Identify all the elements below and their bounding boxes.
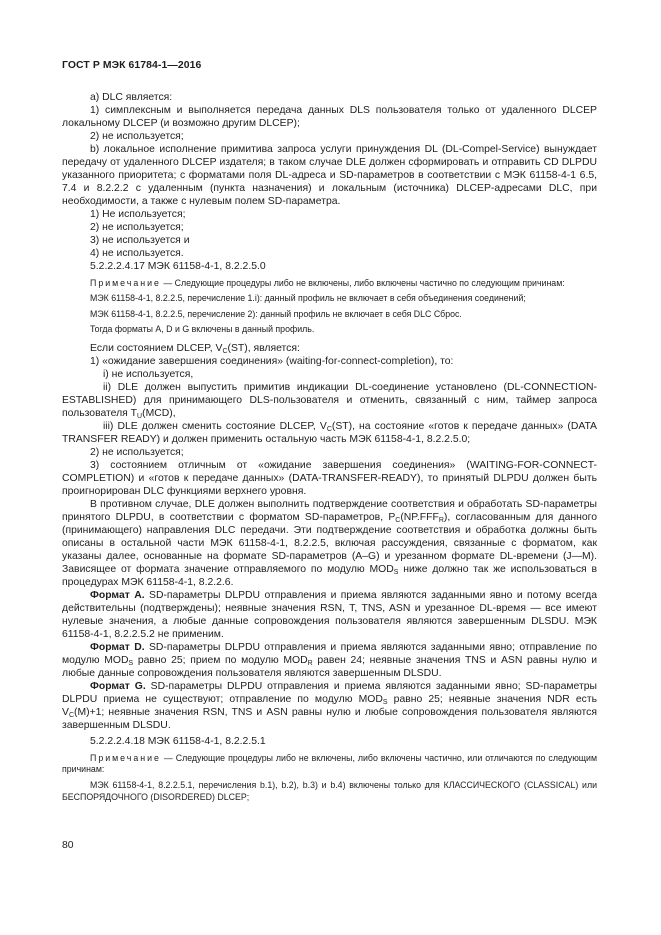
paragraph: 1) Не используется; (90, 209, 186, 220)
paragraph: 4) не используется. (90, 248, 184, 259)
note-item: МЭК 61158-4-1, 8.2.2.5.1, перечисления b.1), b.2), b.3) и b.4) включены только для КЛАССИЧЕСКОГО (CLASSICAL) или БЕСПОРЯДОЧНОГО (DISORDERED) DLCEP; (62, 780, 597, 802)
section-reference: 5.2.2.2.4.17 МЭК 61158-4-1, 8.2.2.5.0 (90, 261, 266, 272)
note (62, 278, 597, 289)
paragraph: Формат D. SD-параметры DLPDU отправления и приема являются заданными явно; отправление по модулю $MOD_S$ равно 25; прием по модулю $MOD_R$ равен 24; неявные значения TNS и ASN равны нулю и любые данные сопровождения пользователя являются завершенным DLSDU. (62, 641, 598, 679)
note-label: Примечание (90, 278, 161, 288)
section-reference: 5.2.2.2.4.18 МЭК 61158-4-1, 8.2.2.5.1 (90, 735, 266, 747)
paragraph: 2) не используется; (90, 131, 184, 142)
note-text: — Следующие процедуры либо не включены, либо включены частично по следующим причинам: (160, 278, 565, 288)
note-item: Тогда форматы А, D и G включены в данный профиль. (90, 324, 315, 335)
note (62, 753, 597, 776)
paragraph: 1) «ожидание завершения соединения» (waiting-for-connect-completion), то: (90, 355, 454, 367)
paragraph: Формат G. SD-параметры DLPDU отправления и приема являются заданными явно; SD-параметры DLPDU приема не существуют; отправление по модулю $MOD_S$ равно 25; неявные значения NDR есть $V_C(M)+1$; неявные значения RSN, TNS и ASN равны нулю и любые сопровождения пользователя являются завершенным DLSDU. (62, 680, 597, 731)
document-header: ГОСТ Р МЭК 61784-1—2016 (62, 60, 202, 71)
paragraph: 1) симплексным и выполняется передача данных DLS пользователя только от удаленного DLCEP локальному DLCEP (и возможно другим DLCEP); (62, 105, 597, 129)
note-label: Примечание (90, 752, 161, 763)
note-text: — Следующие процедуры либо не включены, либо включены частично, или отличаются по следующим причинам: (62, 752, 597, 775)
paragraph: 3) состоянием отличным от «ожидание завершения соединения» (WAITING-FOR-CONNECT-COMPLETION) и «готов к передаче данных» (DATA-TRANSFER-READY), то принятый DLPDU должен быть проигнорирован DLC функциями верхнего уровня. (62, 459, 597, 497)
paragraph: 2) не используется; (90, 446, 184, 458)
page-number: 80 (62, 840, 74, 851)
note-item: МЭК 61158-4-1, 8.2.2.5, перечисление 2): данный профиль не включает в себя DLC Сброс. (90, 308, 462, 319)
paragraph: Формат А. SD-параметры DLPDU отправления и приема являются заданными явно и потому всегда действительны (подтверждены); неявные значения RSN, T, TNS, ASN и урезанное DL-время — все имеют нулевые значения, а любые данные сопровождения пользователя являются завершенным DLSDU. МЭК 61158-4-1, 8.2.2.5.2 не применим. (62, 589, 597, 640)
note-item: МЭК 61158-4-1, 8.2.2.5, перечисление 1.i): данный профиль не включает в себя объединения соединений; (90, 293, 526, 304)
paragraph: b) локальное исполнение примитива запроса услуги принуждения DL (DL-Compel-Service) вынуждает передачу от удаленного DLCEP издателя; в таком случае DLE должен сформировать и отправить CD DLPDU указанного приоритета; с форматами поля DL-адреса и SD-параметров в соответствии с МЭК 61158-4-1 6.5, 7.4 и 8.2.2.2 с удаленным (пункта назначения) и локальным (источника) DLCEP-адресами DLC, при необходимости, а также с нулевым полем SD-параметра. (62, 144, 597, 207)
paragraph: Если состоянием DLCEP, $V_C(ST)$, является: (90, 342, 300, 355)
paragraph: ii) DLE должен выпустить примитив индикации DL-соединение установлено (DL-CONNECTION-ESTABLISHED) для принимающего DLS-пользователя и отменить, связанный с ним, таймер запроса пользователя $T_U(MCD)$, (62, 381, 597, 420)
paragraph: iii) DLE должен сменить состояние DLCEP, $V_C(ST)$, на состояние «готов к передаче данных» (DATA TRANSFER READY) и должен применить остальную часть МЭК 61158-4-1, 8.2.2.5.0; (62, 420, 597, 445)
document-body (62, 91, 597, 803)
paragraph: 2) не используется; (90, 222, 184, 233)
paragraph: В противном случае, DLE должен выполнить подтверждение соответствия и обработать SD-параметры принятого DLPDU, в соответствии с форматом SD-параметров, $P_C(NP.FFF_R)$, согласованным для данного (принимающего) направления DLC передачи. Эти подтверждение соответствия и обработка должны быть описаны в остальной части МЭК 61158-4-1, 8.2.2.5, включая рассуждения, связанные с форматом, как указаны далее, основанные на формате SD-параметров (A–G) и урезанном формате DL-времени (J—M). Зависящее от формата значение отправляемого по модулю $MOD_S$ ниже должно так же использоваться в процедурах МЭК 61158-4-1, 8.2.2.6. (62, 498, 597, 588)
paragraph: a) DLC является: (90, 92, 173, 103)
paragraph: 3) не используется и (90, 235, 190, 246)
paragraph: i) не используется, (103, 368, 194, 380)
